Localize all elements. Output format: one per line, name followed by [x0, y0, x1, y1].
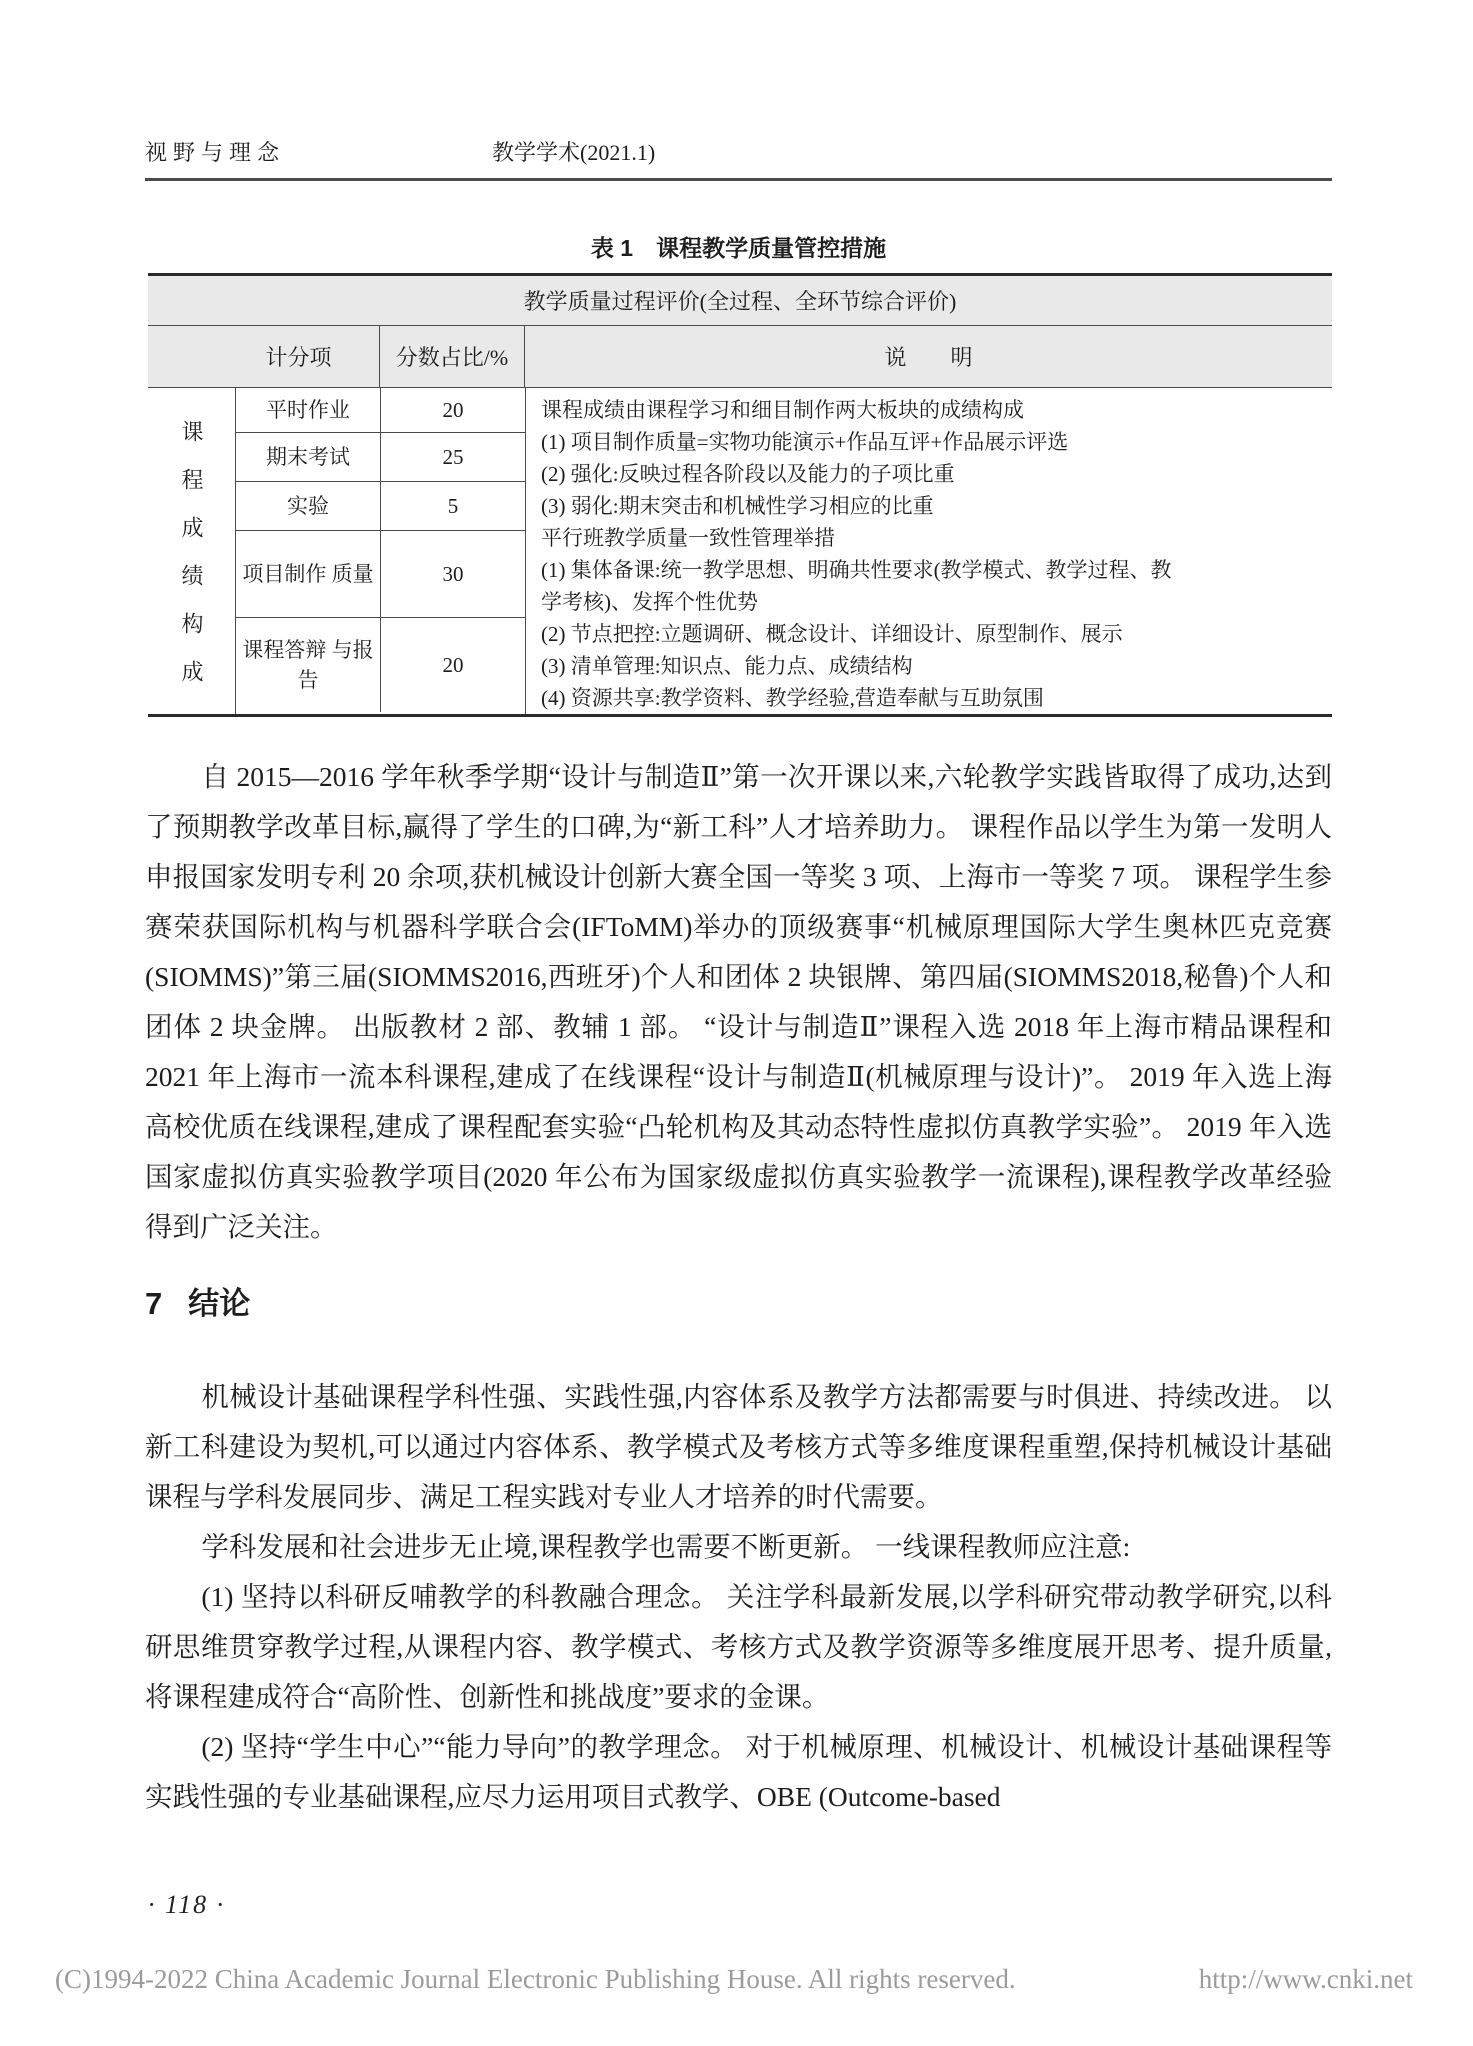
section-heading [145, 1282, 1332, 1326]
note-line: (2) 强化:反映过程各阶段以及能力的子项比重 [541, 462, 955, 486]
running-head-journal: 教学学术(2021.1) [492, 140, 656, 165]
section-title: 结论 [188, 1286, 251, 1321]
table-header-span: 教学质量过程评价(全过程、全环节综合评价) [148, 276, 1332, 326]
note-line: (2) 节点把控:立题调研、概念设计、详细设计、原型制作、展示 [541, 622, 1123, 646]
row-score-value: 20 [442, 397, 464, 422]
page-number: · 118 · [148, 1890, 226, 1919]
row-item-label: 实验 [236, 482, 381, 530]
paragraph: 学科发展和社会进步无止境,课程教学也需要不断更新。 一线课程教师应注意: [201, 1531, 1131, 1562]
note-line: 平行班教学质量一致性管理举措 [541, 526, 835, 550]
note-line: (1) 集体备课:统一教学思想、明确共性要求(教学模式、教学过程、教 [541, 558, 1172, 582]
paragraph: (1) 坚持以科研反哺教学的科教融合理念。 关注学科最新发展,以学科研究带动教学研究,以科研思维贯穿教学过程,从课程内容、教学模式、考核方式及教学资源等多维度展开思考、提升质量,将课程建成符合“高阶性、创新性和挑战度”要求的金课。 [145, 1581, 1332, 1712]
note-line: (3) 清单管理:知识点、能力点、成绩结构 [541, 654, 913, 678]
column-header-item: 计分项 [148, 326, 380, 387]
note-line: (3) 弱化:期末突击和机械性学习相应的比重 [541, 494, 934, 518]
header-rule [145, 178, 1332, 181]
notes-cell [526, 388, 1332, 714]
column-header-note: 说 明 [884, 345, 973, 370]
note-line: 学考核)、发挥个性优势 [541, 590, 758, 614]
quality-control-table [148, 273, 1332, 717]
paragraph: 自 2015—2016 学年秋季学期“设计与制造Ⅱ”第一次开课以来,六轮教学实践皆取得了成功,达到了预期教学改革目标,赢得了学生的口碑,为“新工科”人才培养助力。 课程作品以学生为第一发明人申报国家发明专利 20 余项,获机械设计创新大赛全国一等奖 3 项、上海市一等奖 7 项。 课程学生参赛荣获国际机构与机器科学联合会(IFToMM)举办的顶级赛事“机械原理国际大学生奥林匹克竞赛(SIOMMS)”第三届(SIOMMS2016,西班牙)个人和团体 2 块银牌、第四届(SIOMMS2018,秘鲁)个人和团体 2 块金牌。 出版教材 2 部、教辅 1 部。 “设计与制造Ⅱ”课程入选 2018 年上海市精品课程和 2021 年上海市一流本科课程,建成了在线课程“设计与制造Ⅱ(机械原理与设计)”。 2019 年入选上海高校优质在线课程,建成了课程配套实验“凸轮机构及其动态特性虚拟仿真教学实验”。 2019 年入选国家虚拟仿真实验教学项目(2020 年公布为国家级虚拟仿真实验教学一流课程),课程教学改革经验得到广泛关注。 [145, 761, 1332, 1242]
table-title: 表 1 课程教学质量管控措施 [590, 235, 887, 261]
row-score-value: 20 [442, 652, 464, 677]
paragraph: (2) 坚持“学生中心”“能力导向”的教学理念。 对于机械原理、机械设计、机械设计基础课程等实践性强的专业基础课程,应尽力运用项目式教学、OBE (Outcome-based [145, 1731, 1332, 1812]
column-header-score: 分数占比/% [380, 326, 525, 387]
note-line: (1) 项目制作质量=实物功能演示+作品互评+作品展示评选 [541, 430, 1069, 454]
table-row [236, 388, 525, 433]
running-head [145, 136, 1332, 168]
row-item-label: 课程答辩 与报告 [236, 618, 381, 712]
footer-url: http://www.cnki.net [1198, 1964, 1413, 1994]
table-body [148, 388, 1332, 714]
section-number: 7 [145, 1286, 163, 1321]
row-score-value: 5 [447, 493, 459, 518]
running-head-section: 视野与理念 [145, 140, 286, 165]
row-item-label: 期末考试 [236, 433, 381, 481]
footer [55, 1964, 1413, 1995]
body-text [145, 752, 1332, 1822]
row-score-value: 25 [442, 444, 464, 469]
row-group-label: 课程成绩构成 [148, 388, 236, 714]
footer-copyright: (C)1994-2022 China Academic Journal Electronic Publishing House. All rights reserved. [55, 1964, 1016, 1994]
paragraph: 机械设计基础课程学科性强、实践性强,内容体系及教学方法都需要与时俱进、持续改进。 以新工科建设为契机,可以通过内容体系、教学模式及考核方式等多维度课程重塑,保持机械设计基础课程与学科发展同步、满足工程实践对专业人才培养的时代需要。 [145, 1381, 1332, 1512]
table-row [236, 618, 525, 712]
note-line: (4) 资源共享:教学资料、教学经验,营造奉献与互助氛围 [541, 686, 1044, 710]
row-item-label: 项目制作 质量 [236, 531, 381, 617]
note-line: 课程成绩由课程学习和细目制作两大板块的成绩构成 [541, 398, 1024, 422]
row-item-label: 平时作业 [236, 388, 381, 432]
table-column-headers [148, 326, 1332, 388]
table-row [236, 482, 525, 531]
score-rows [236, 388, 526, 714]
table-row [236, 433, 525, 482]
row-score-value: 30 [442, 561, 464, 586]
table-row [236, 531, 525, 618]
